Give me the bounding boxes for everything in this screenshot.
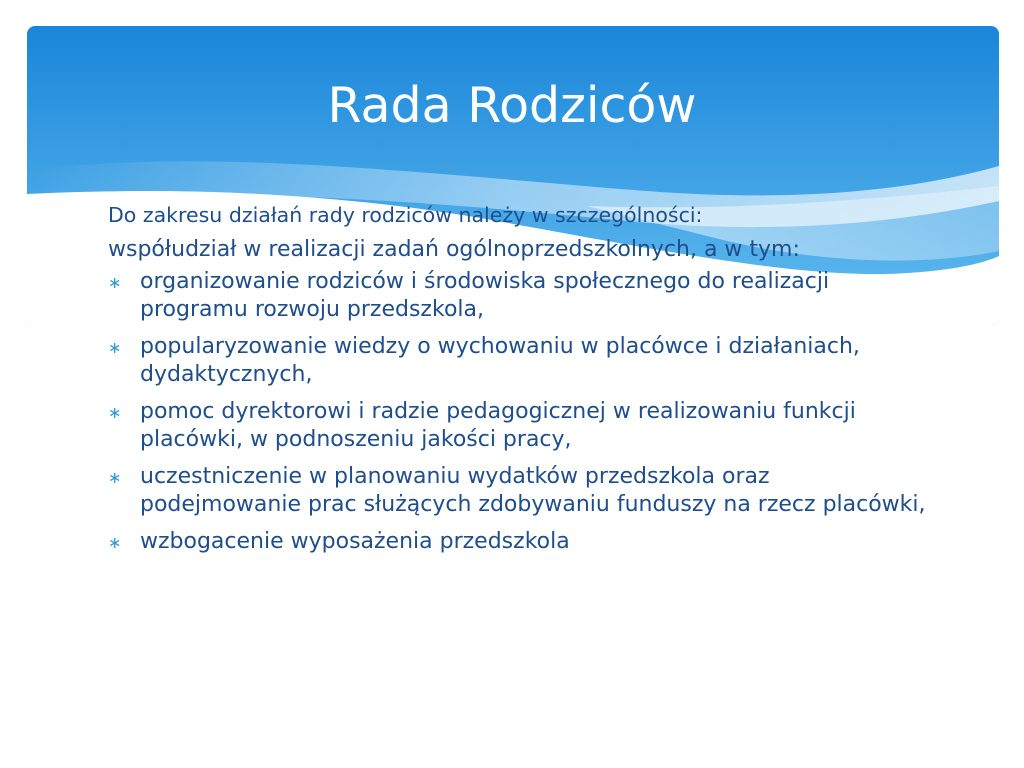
asterisk-bullet-icon: ∗ [108, 403, 122, 422]
list-item-text: pomoc dyrektorowi i radzie pedagogicznej w realizowaniu funkcji placówki, w podnoszeniu jakości pracy, [140, 399, 856, 452]
list-item [108, 528, 928, 556]
asterisk-bullet-icon: ∗ [108, 468, 122, 487]
asterisk-bullet-icon: ∗ [108, 533, 122, 552]
list-item-text: organizowanie rodziców i środowiska społecznego do realizacji programu rozwoju przedszkola, [140, 269, 830, 322]
bullet-list [108, 268, 928, 556]
list-item [108, 333, 928, 389]
slide-title: Rada Rodziców [327, 77, 697, 134]
list-item [108, 398, 928, 454]
second-line: współudział w realizacji zadań ogólnoprzedszkolnych, a w tym: [108, 237, 800, 262]
asterisk-bullet-icon: ∗ [108, 338, 122, 357]
list-item-text: wzbogacenie wyposażenia przedszkola [140, 529, 570, 554]
list-item [108, 268, 928, 324]
list-item-text: popularyzowanie wiedzy o wychowaniu w placówce i działaniach, dydaktycznych, [140, 334, 860, 387]
slide-body [108, 200, 928, 565]
list-item-text: uczestniczenie w planowaniu wydatków przedszkola oraz podejmowanie prac służących zdobywaniu funduszy na rzecz placówki, [140, 464, 926, 517]
asterisk-bullet-icon: ∗ [108, 273, 122, 292]
list-item [108, 463, 928, 519]
intro-line: Do zakresu działań rady rodziców należy w szczególności: [108, 203, 703, 227]
